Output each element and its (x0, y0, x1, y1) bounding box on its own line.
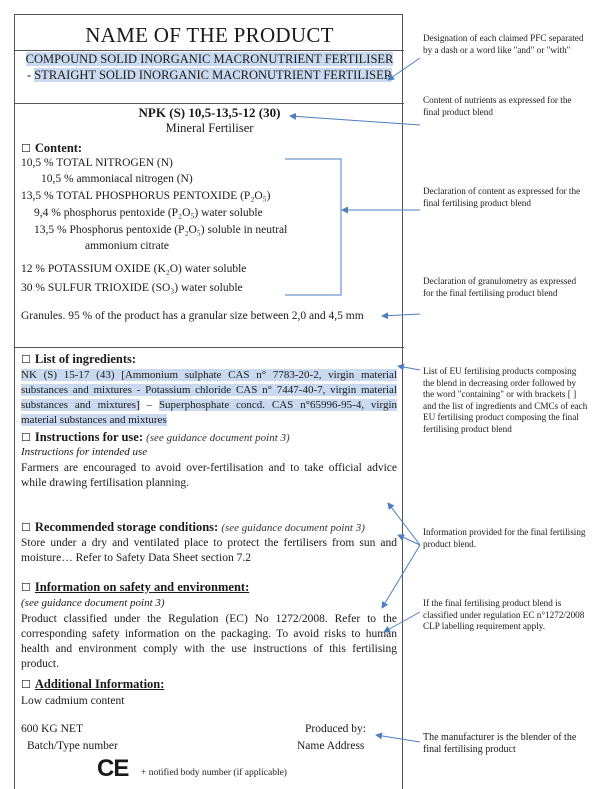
ingredients-nk: NK (S) 15-17 (43) [Ammonium sulphate CAS n° 7783-20-2, virgin material substances and mixtures - Potassium chloride CAS n° 7447-40-7, virgin material substances and mixtures] (21, 369, 397, 411)
checkbox-icon: ☐ (21, 522, 31, 534)
fertiliser-category: Mineral Fertiliser (165, 121, 254, 135)
pfc-compound: COMPOUND SOLID INORGANIC MACRONUTRIENT FERTILISER (25, 52, 394, 66)
content-bracket (15, 15, 404, 315)
content-line: 30 % SULFUR TRIOXIDE (SO₃) water soluble (21, 282, 243, 294)
annotation-granulometry: Declaration of granulometry as expressed for the final fertilising product blend (423, 276, 577, 298)
checkbox-icon: ☐ (21, 354, 31, 366)
fertiliser-label (14, 14, 403, 789)
annotation-clp-labelling: If the final fertilising product blend is classified under regulation EC n°1272/2008 CLP labelling requirement apply. (423, 598, 585, 631)
ingredients-list: NK (S) 15-17 (43) [Ammonium sulphate CAS n° 7783-20-2, virgin material substances and mixtures - Potassium chloride CAS n° 7447-40-7, virgin material substances and mixtures] – Superphosphate concd. CAS n°65996-95-4, virgin material substances and mixtures (21, 369, 398, 426)
content-line: 10,5 % ammoniacal nitrogen (N) (41, 173, 193, 185)
content-line: 12 % POTASSIUM OXIDE (K₂O) water soluble (21, 263, 247, 275)
divider (15, 347, 404, 348)
annotation-manufacturer: The manufacturer is the blender of the final fertilising product (423, 732, 577, 755)
checkbox-icon: ☐ (21, 432, 31, 444)
content-line: 9,4 % phosphorus pentoxide (P₂O₅) water soluble (34, 207, 263, 219)
produced-by-label: Produced by: (305, 723, 367, 735)
ingredients-heading: ☐ List of ingredients: (21, 352, 137, 366)
content-line: 13,5 % Phosphorus pentoxide (P₂O₅) soluble in neutral (34, 224, 288, 236)
annotation-pfc-designation: Designation of each claimed PFC separated by a dash or a word like "and" or "with" (423, 33, 584, 55)
net-weight: 600 KG NET (21, 723, 83, 735)
granulometry-text: Granules. 95 % of the product has a granular size between 2,0 and 4,5 mm (21, 310, 364, 322)
annotation-nutrient-content: Content of nutrients as expressed for the final product blend (423, 95, 572, 117)
content-line: ammonium citrate (85, 240, 169, 252)
npk-formula: NPK (S) 10,5-13,5-12 (30) (138, 105, 281, 120)
content-line: 13,5 % TOTAL PHOSPHORUS PENTOXIDE (P₂O₅) (21, 190, 271, 202)
instructions-subheading: Instructions for intended use (21, 446, 148, 458)
checkbox-icon: ☐ (21, 582, 31, 594)
ingredients-superphosphate: Superphosphate concd. CAS n°65996-95-4, virgin material substances and mixtures (21, 399, 398, 426)
ce-mark-logo: CE (97, 755, 129, 782)
annotation-final-blend-info: Information provided for the final fertilising product blend. (423, 527, 586, 549)
checkbox-icon: ☐ (21, 679, 31, 691)
storage-heading: ☐ Recommended storage conditions: (see guidance document point 3) (21, 520, 365, 534)
pfc-separator: - (26, 68, 35, 82)
instructions-heading: ☐ Instructions for use: (see guidance document point 3) (21, 430, 290, 444)
additional-text: Low cadmium content (21, 695, 125, 707)
notified-body-text: + notified body number (if applicable) (141, 768, 287, 778)
content-line: 10,5 % TOTAL NITROGEN (N) (21, 157, 173, 169)
manufacturer-name-address: Name Address (297, 740, 365, 752)
pfc-straight: STRAIGHT SOLID INORGANIC MACRONUTRIENT FERTILISER (34, 68, 393, 82)
annotation-ingredients: List of EU fertilising products composing the blend in decreasing order followed by the word "containing" or with brackets [ ] and the list of ingredients and CMCs of each EU fertilising product composing the final fertilising product blend (423, 366, 588, 434)
storage-text: Store under a dry and ventilated place to protect the fertilisers from sun and moisture… Refer to Safety Data Sheet section 7.2 (21, 537, 397, 564)
safety-heading: ☐ Information on safety and environment: (21, 580, 250, 594)
content-heading: ☐ Content: (21, 141, 83, 155)
instructions-text: Farmers are encouraged to avoid over-fertilisation and to take official advice while drawing fertilisation planning. (21, 462, 397, 489)
batch-number: Batch/Type number (27, 740, 118, 752)
annotation-content-declaration: Declaration of content as expressed for the final fertilising product blend (423, 186, 581, 208)
additional-heading: ☐ Additional Information: (21, 677, 165, 691)
product-name-title: NAME OF THE PRODUCT (85, 23, 334, 47)
safety-note: (see guidance document point 3) (21, 597, 165, 609)
checkbox-icon: ☐ (21, 143, 31, 155)
safety-text: Product classified under the Regulation (EC) No 1272/2008. Refer to the corresponding safety information on the packaging. To avoid risks to human health and environment comply with the use instructions of this fertilising product. (21, 613, 397, 670)
